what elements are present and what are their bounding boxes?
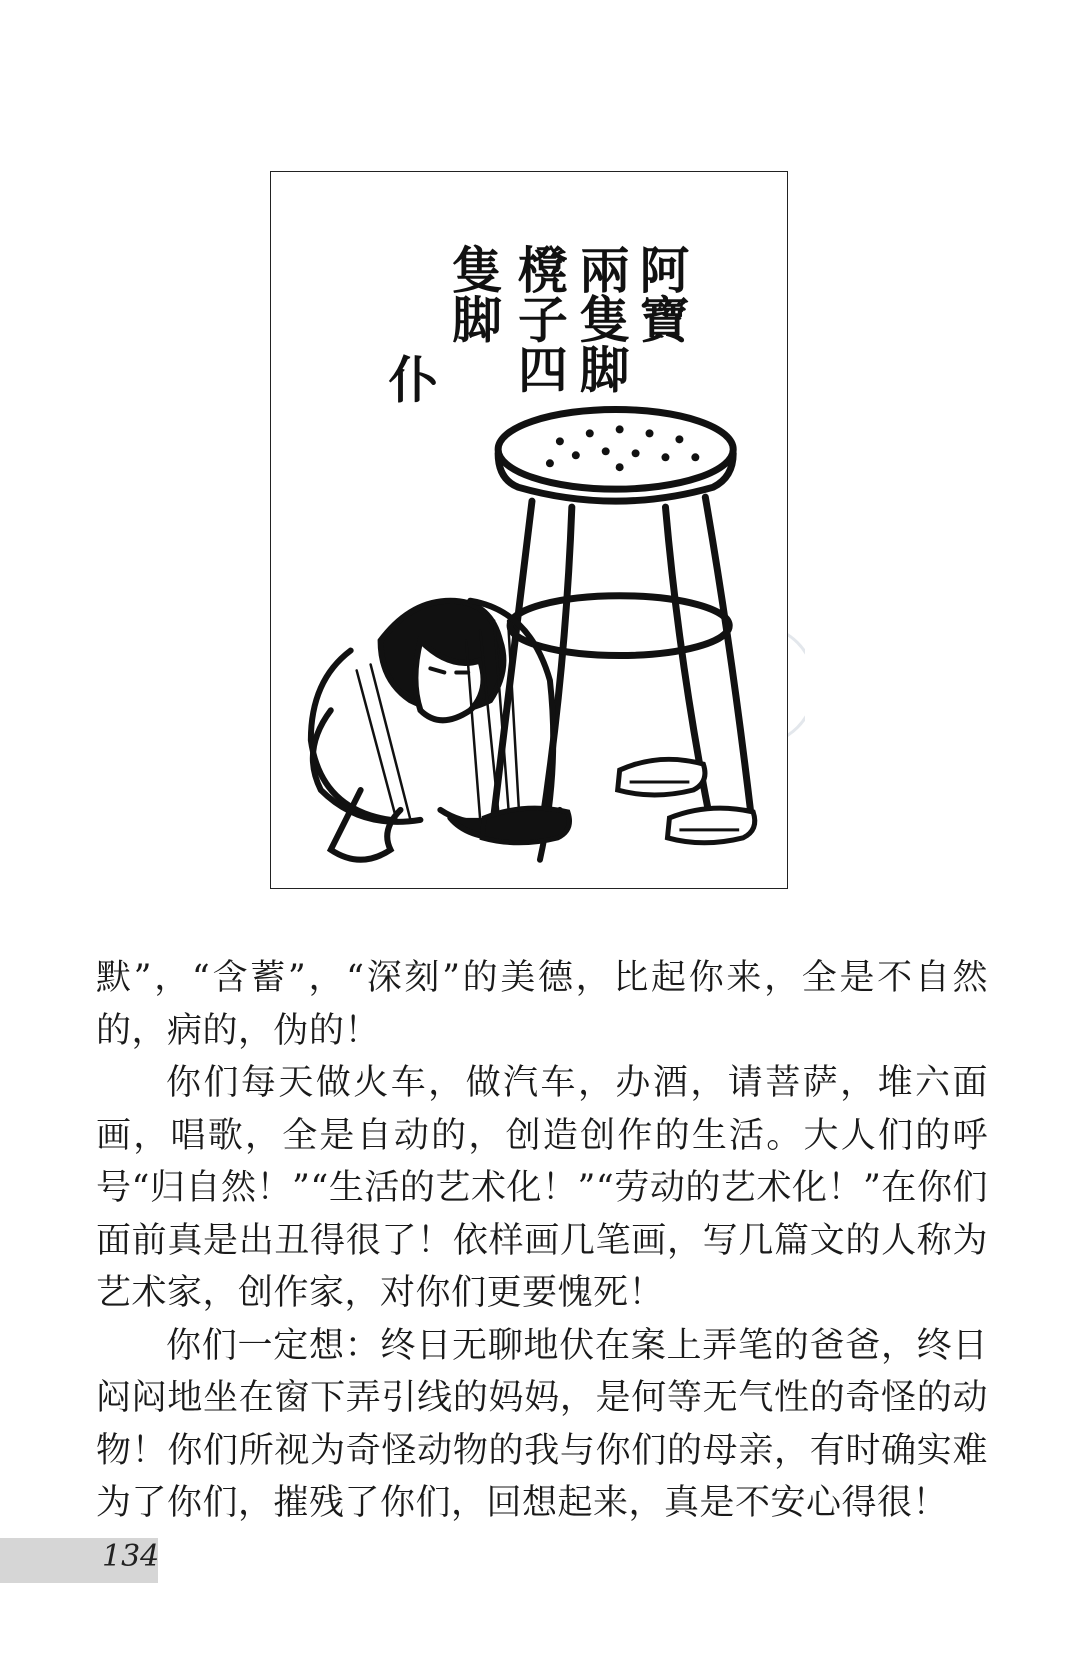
paragraph-1: 默”，“含蓄”，“深刻”的美德，比起你来，全是不自然的，病的，伪的！ <box>96 958 988 1051</box>
child-and-stool-illustration <box>271 172 787 888</box>
shoes-drawing <box>482 759 755 842</box>
paragraph-2: 你们每天做火车，做汽车，办酒，请菩萨，堆六面画，唱歌，全是自动的，创造创作的生活。大人们的呼号“归自然！”“生活的艺术化！”“劳动的艺术化！”在你们面前真是出丑得很了！依样画几笔画，写几篇文的人称为艺术家，创作家，对你们更要愧死！ <box>96 1063 988 1313</box>
caption-line-3: 櫈子四 <box>510 244 570 394</box>
illustration-frame <box>270 171 788 889</box>
caption-line-4: 隻脚 <box>444 244 504 344</box>
caption-line-2: 兩隻脚 <box>572 244 632 394</box>
body-text <box>96 952 988 1530</box>
page-number: 134 <box>102 1539 160 1574</box>
caption-line-5: 仆 <box>380 353 440 404</box>
caption-line-1: 阿寶 <box>631 244 691 344</box>
paragraph-3: 你们一定想：终日无聊地伏在案上弄笔的爸爸，终日闷闷地坐在窗下弄引线的妈妈，是何等无气性的奇怪的动物！你们所视为奇怪动物的我与你们的母亲，有时确实难为了你们，摧残了你们，回想起来，真是不安心得很！ <box>96 1325 988 1523</box>
illustration-caption <box>381 244 691 404</box>
